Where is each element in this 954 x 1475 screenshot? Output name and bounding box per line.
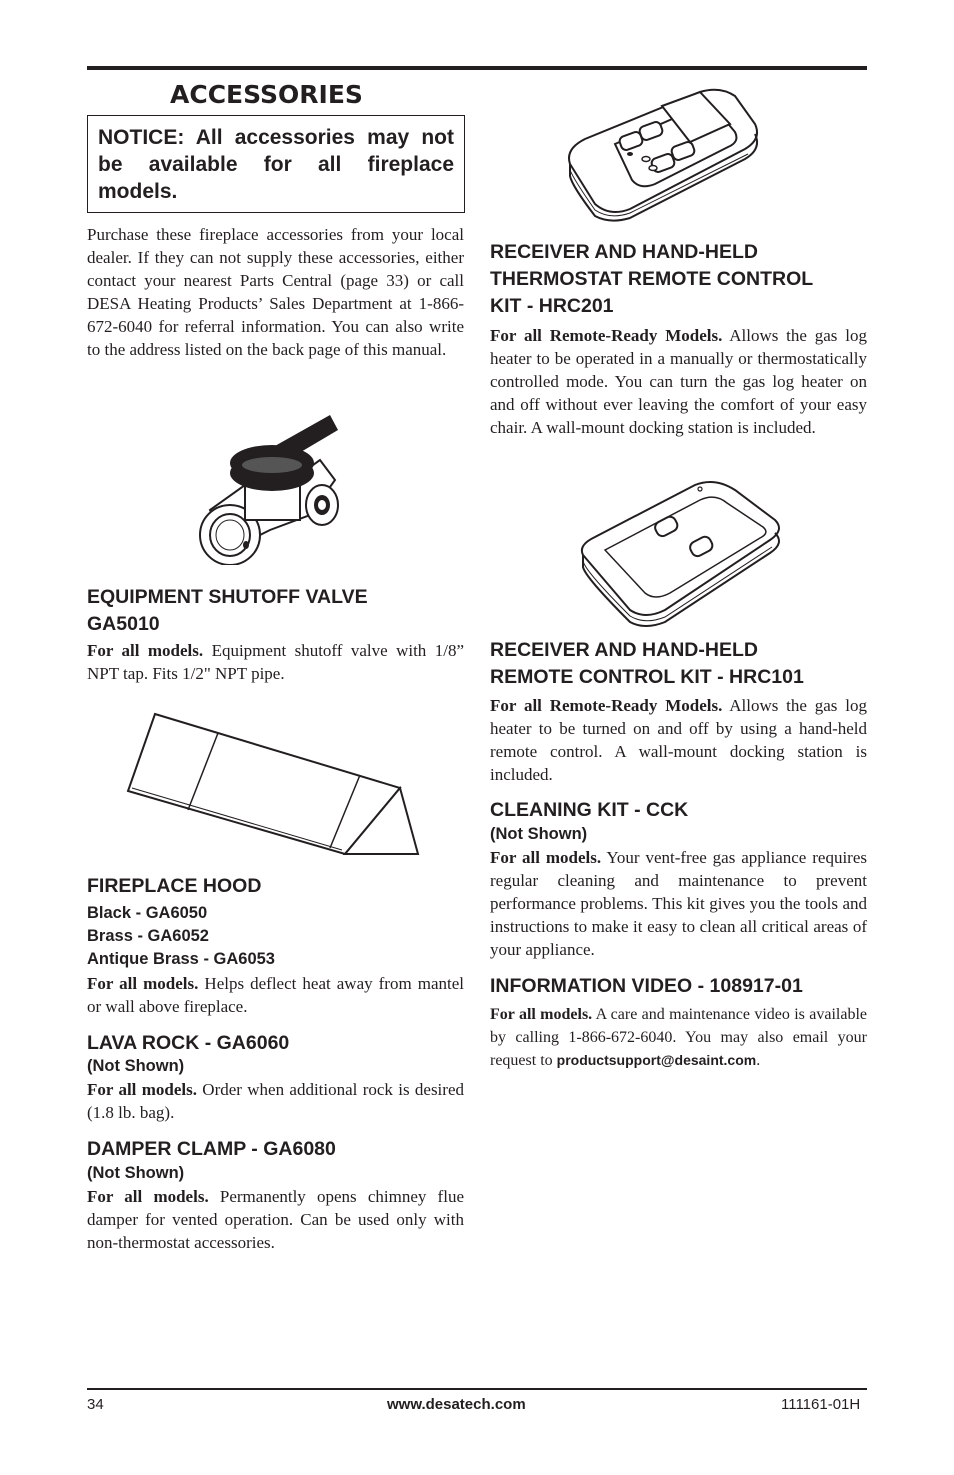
video-desc <box>490 1003 867 1072</box>
shutoff-title-line2: GA5010 <box>87 613 160 635</box>
top-rule <box>87 66 867 70</box>
website-link[interactable]: www.desatech.com <box>387 1396 526 1413</box>
video-title: INFORMATION VIDEO - 108917-01 <box>490 975 803 997</box>
hood-text: Helps deflect heat away from mantel or wall above fireplace. <box>87 974 464 1016</box>
lava-desc <box>87 1078 464 1124</box>
hrc101-desc <box>490 694 867 786</box>
cck-note: (Not Shown) <box>490 825 588 843</box>
cck-title: CLEANING KIT - CCK <box>490 799 689 821</box>
lava-note: (Not Shown) <box>87 1057 185 1075</box>
hrc201-title-line1: RECEIVER AND HAND-HELD <box>490 241 758 263</box>
lava-title: LAVA ROCK - GA6060 <box>87 1032 290 1054</box>
hood-variant-brass: Brass - GA6052 <box>87 927 209 945</box>
hrc201-desc <box>490 324 867 439</box>
shutoff-lead: For all models. <box>87 641 204 660</box>
fireplace-hood-image <box>120 706 425 866</box>
shutoff-title <box>87 584 464 638</box>
hrc101-title-line2: REMOTE CONTROL KIT - HRC101 <box>490 666 804 688</box>
hood-variants <box>87 902 464 971</box>
page-number: 34 <box>87 1396 104 1413</box>
hrc201-title-line3: KIT - HRC201 <box>490 295 614 317</box>
shutoff-title-line1: EQUIPMENT SHUTOFF VALVE <box>87 586 368 608</box>
hood-desc <box>87 972 464 1018</box>
damper-lead: For all models. <box>87 1187 209 1206</box>
shutoff-text: Equipment shutoff valve with 1/8” NPT tap. Fits 1/2" NPT pipe. <box>87 641 464 683</box>
hood-lead: For all models. <box>87 974 199 993</box>
cck-lead: For all models. <box>490 848 602 867</box>
video-text: A care and maintenance video is available by calling 1-866-672-6040. You may also email your request to <box>490 1006 867 1069</box>
hrc101-title <box>490 637 867 691</box>
document-code: 111161-01H <box>781 1396 861 1413</box>
hood-variant-antique: Antique Brass - GA6053 <box>87 950 275 968</box>
video-end: . <box>756 1052 761 1069</box>
cck-text: Your vent-free gas appliance requires regular cleaning and maintenance to prevent performance problems. This kit gives you the tools and instructions to make it easy to clean all critical areas of your appliance. <box>490 848 867 959</box>
cck-desc <box>490 846 867 961</box>
handheld-remote-image <box>575 475 785 630</box>
hrc201-text: Allows the gas log heater to be operated in a manually or thermostatically controlled mode. You can turn the gas log heater on and off without ever leaving the comfort of your easy chair. A wall-mount docking station is included. <box>490 326 867 437</box>
damper-text: Permanently opens chimney flue damper for vented operation. Can be used only with non-thermostat accessories. <box>87 1187 464 1252</box>
damper-title: DAMPER CLAMP - GA6080 <box>87 1138 336 1160</box>
lava-lead: For all models. <box>87 1080 197 1099</box>
damper-desc <box>87 1185 464 1254</box>
intro-text: Purchase these fireplace accessories from your local dealer. If they can not supply these accessories, either contact your nearest Parts Central (page 33) or call DESA Heating Products’ Sales Department at 1-866-672-6040 for referral information. You can also write to the address listed on the back page of this manual. <box>87 225 464 359</box>
hood-variant-black: Black - GA6050 <box>87 904 208 922</box>
hrc201-lead: For all Remote-Ready Models. <box>490 326 723 345</box>
hrc101-title-line1: RECEIVER AND HAND-HELD <box>490 639 758 661</box>
bottom-rule <box>87 1388 867 1390</box>
video-lead: For all models. <box>490 1006 593 1023</box>
shutoff-desc <box>87 639 464 685</box>
shutoff-valve-image <box>190 405 350 565</box>
notice-box: NOTICE: All accessories may not be available for all fireplace models. <box>87 115 465 213</box>
hrc101-text: Allows the gas log heater to be turned on and off by using a hand-held remote control. A wall-mount docking station is included. <box>490 696 867 784</box>
hrc201-title-line2: THERMOSTAT REMOTE CONTROL <box>490 268 814 290</box>
damper-note: (Not Shown) <box>87 1164 185 1182</box>
thermostat-remote-image <box>560 84 765 222</box>
support-email-link[interactable]: productsupport@desaint.com <box>556 1052 757 1068</box>
hrc201-title <box>490 239 867 320</box>
page-title: ACCESSORIES <box>170 80 363 109</box>
hood-title: FIREPLACE HOOD <box>87 875 262 897</box>
lava-text: Order when additional rock is desired (1.8 lb. bag). <box>87 1080 464 1122</box>
hrc101-lead: For all Remote-Ready Models. <box>490 696 723 715</box>
